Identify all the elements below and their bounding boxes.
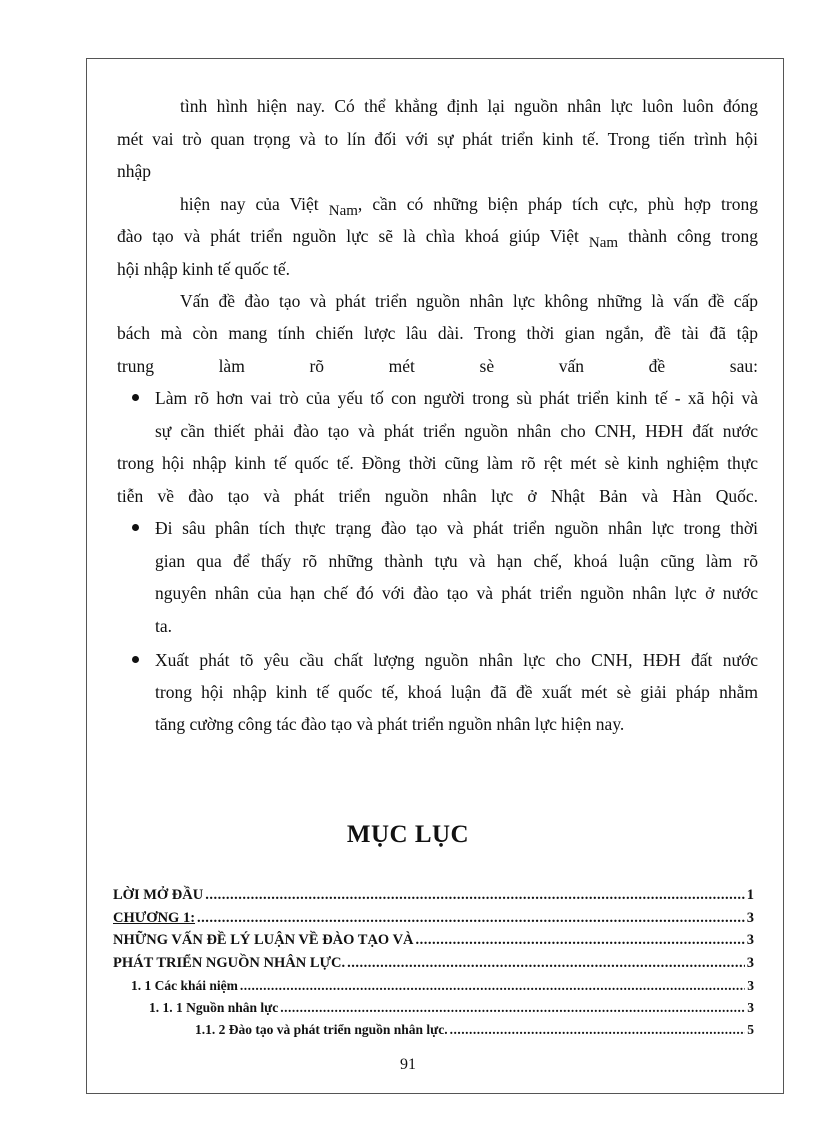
bullet-line: tiễn về đào tạo và phát triển nguồn nhân lực ở Nhật Bản và Hàn Quốc. xyxy=(117,486,758,506)
toc-entry-label: CHƯƠNG 1: xyxy=(113,910,196,926)
bullet-line: trong hội nhập kinh tế quốc tế. Đồng thời cũng làm rõ rệt mét sè kinh nghiệm thực xyxy=(117,453,758,473)
paragraph-line: hiện nay của Việt Nam, cần có những biện pháp tích cực, phù hợp trong xyxy=(180,194,758,219)
toc-entry-page: 1 xyxy=(746,887,754,903)
toc-entry[interactable] xyxy=(195,1021,754,1039)
toc-entry[interactable] xyxy=(113,954,754,972)
paragraph-line: trung làm rõ mét sè vấn đề sau: xyxy=(117,356,758,376)
toc-entry-page: 5 xyxy=(747,1022,754,1037)
toc-entry-label: LỜI MỞ ĐẦU xyxy=(113,887,204,903)
paragraph-line: tình hình hiện nay. Có thể khẳng định lại nguồn nhân lực luôn luôn đóng xyxy=(180,96,758,116)
bullet-line: sự cần thiết phải đào tạo và phát triển nguồn nhân cho CNH, HĐH đất nước xyxy=(155,421,758,441)
toc-entry[interactable] xyxy=(113,886,754,904)
bullet-icon xyxy=(132,656,139,663)
toc-entry[interactable] xyxy=(149,999,754,1017)
bullet-line: ta. xyxy=(155,616,173,636)
paragraph-line: bách mà còn mang tính chiến lược lâu dài. Trong thời gian ngắn, đề tài đã tập xyxy=(117,323,758,343)
bullet-line: nguyên nhân của hạn chế đó với đào tạo và phát triển nguồn nhân lực ở nước xyxy=(155,583,758,603)
toc-entry[interactable] xyxy=(113,931,754,949)
toc-title: MỤC LỤC xyxy=(346,821,470,848)
toc-entry-page: 3 xyxy=(746,932,754,948)
bullet-icon xyxy=(132,394,139,401)
toc-entry-label: 1.1. 2 Đào tạo và phát triển nguồn nhân lực. xyxy=(195,1022,448,1037)
bullet-line: tăng cường công tác đào tạo và phát triển nguồn nhân lực hiện nay. xyxy=(155,714,625,734)
bullet-line: gian qua để thấy rõ những thành tựu và hạn chế, khoá luận cũng làm rõ xyxy=(155,551,758,571)
paragraph-line: đào tạo và phát triển nguồn lực sẽ là chìa khoá giúp Việt Nam thành công trong xyxy=(117,226,758,251)
toc-entry-page: 3 xyxy=(746,955,754,971)
toc-entry-label: 1. 1 Các khái niệm xyxy=(131,978,238,993)
page-number: 91 xyxy=(400,1056,416,1073)
toc-entry-label: 1. 1. 1 Nguồn nhân lực xyxy=(149,1000,279,1015)
toc-entry-label: NHỮNG VẤN ĐỀ LÝ LUẬN VỀ ĐÀO TẠO VÀ xyxy=(113,932,414,948)
toc-entry-page: 3 xyxy=(746,910,754,926)
paragraph-line: nhập xyxy=(117,161,152,181)
bullet-line: trong hội nhập kinh tế quốc tế, khoá luận đã đề xuất mét sè giải pháp nhằm xyxy=(155,682,758,702)
bullet-line: Đi sâu phân tích thực trạng đào tạo và phát triển nguồn nhân lực trong thời xyxy=(155,518,758,538)
paragraph-line: Vấn đề đào tạo và phát triển nguồn nhân lực không những là vấn đề cấp xyxy=(180,291,758,311)
paragraph-line: hội nhập kinh tế quốc tế. xyxy=(117,259,291,279)
toc-entry[interactable] xyxy=(131,977,754,995)
toc-entry[interactable] xyxy=(113,909,754,927)
toc-entry-page: 3 xyxy=(747,978,754,993)
paragraph-line: mét vai trò quan trọng và to lín đối với sự phát triển kinh tế. Trong tiến trình hội xyxy=(117,129,758,149)
bullet-line: Làm rõ hơn vai trò của yếu tố con người trong sù phát triển kinh tế - xã hội và xyxy=(155,388,758,408)
bullet-line: Xuất phát tõ yêu cầu chất lượng nguồn nhân lực cho CNH, HĐH đất nước xyxy=(155,650,758,670)
toc-entry-label: PHÁT TRIỂN NGUỒN NHÂN LỰC. xyxy=(113,955,346,971)
toc-entry-page: 3 xyxy=(747,1000,754,1015)
bullet-icon xyxy=(132,524,139,531)
